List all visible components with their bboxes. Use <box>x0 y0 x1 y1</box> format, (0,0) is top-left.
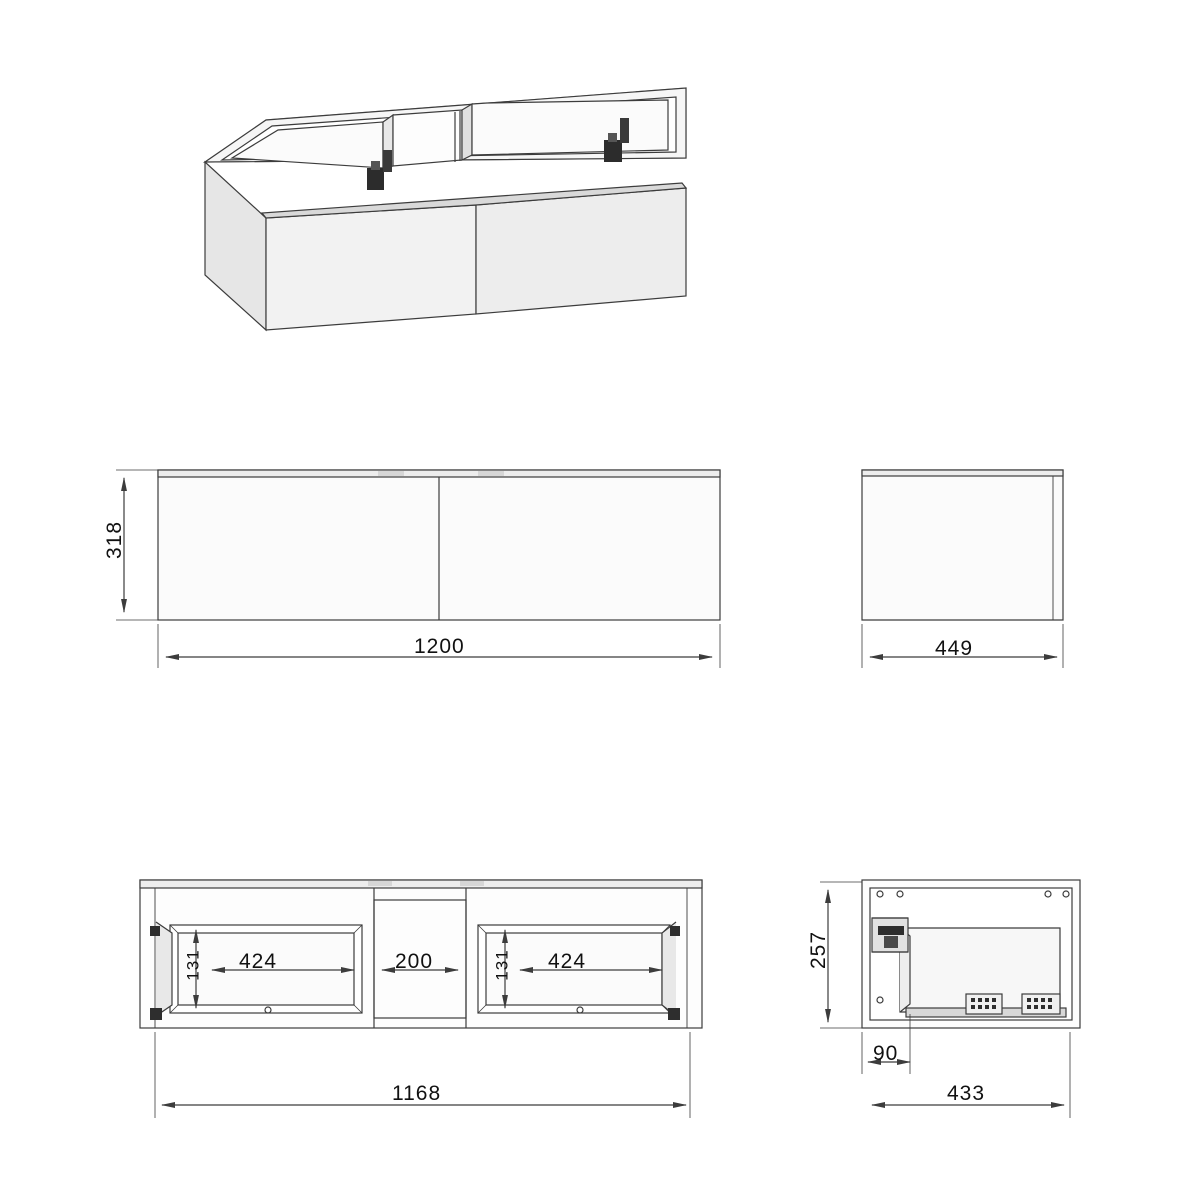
dim-height-318: 318 <box>103 520 127 560</box>
dim-drawer-left-424: 424 <box>239 950 278 973</box>
dim-internal-depth-433: 433 <box>947 1082 986 1105</box>
isometric-view <box>205 88 686 330</box>
dim-drawer-right-424: 424 <box>548 950 587 973</box>
dim-width-1200: 1200 <box>414 635 465 658</box>
dim-drawer-right-131: 131 <box>492 949 512 981</box>
dim-drawer-left-131: 131 <box>183 949 203 981</box>
dim-depth-449: 449 <box>935 637 974 660</box>
dim-bracket-offset-90: 90 <box>873 1042 899 1065</box>
dim-internal-height-257: 257 <box>807 930 831 970</box>
dim-internal-width-1168: 1168 <box>392 1082 442 1105</box>
dim-centre-200: 200 <box>395 950 434 973</box>
